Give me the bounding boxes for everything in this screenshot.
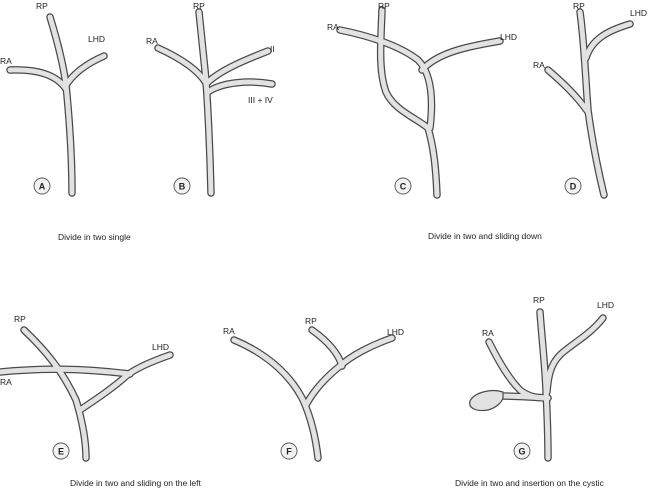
panel-f [223,316,404,459]
label-lhd: LHD [597,300,615,310]
label-rp: RP [305,316,317,326]
label-lhd: LHD [387,327,405,337]
label-rp: RP [378,1,390,11]
panel-letter-b: B [178,181,186,192]
label-ra: RA [146,36,158,46]
duct-paths-e [0,330,170,458]
label-ra: RA [0,56,12,66]
panel-c [327,1,517,195]
gallbladder-shape [470,391,503,411]
label-ra: RA [327,22,339,32]
panel-e [0,314,170,459]
label-lhd: LHD [152,342,170,352]
caption-divide-single: Divide in two single [58,232,131,242]
label-rp: RP [573,1,585,11]
label-ii: II [270,44,275,54]
label-rp: RP [14,314,26,324]
panel-d [533,1,647,195]
label-rp: RP [533,295,545,305]
panel-letter-g: G [518,446,526,457]
label-ra: RA [0,377,12,387]
panel-letter-c: C [399,181,407,192]
caption-insertion-cystic: Divide in two and insertion on the cystic [455,478,604,488]
panel-letter-a: A [38,181,46,192]
panel-letter-f: F [286,446,292,457]
duct-paths-d [548,12,630,195]
panel-b [146,1,275,194]
label-rp: RP [193,1,205,11]
label-ra: RA [482,328,494,338]
duct-paths-f [234,330,392,458]
label-ra: RA [223,326,235,336]
label-lhd: LHD [500,32,518,42]
label-lhd: LHD [88,34,106,44]
label-lhd: LHD [630,8,648,18]
duct-paths-c [340,10,500,195]
label-iii-iv: III + IV [248,95,273,105]
caption-sliding-left: Divide in two and sliding on the left [70,478,201,488]
duct-paths-g [489,312,603,458]
label-ra: RA [533,60,545,70]
caption-sliding-down: Divide in two and sliding down [428,231,542,241]
panel-a [0,1,105,194]
panel-letter-e: E [57,446,65,457]
panel-g [470,295,614,459]
label-rp: RP [36,1,48,11]
panel-letter-d: D [569,181,577,192]
